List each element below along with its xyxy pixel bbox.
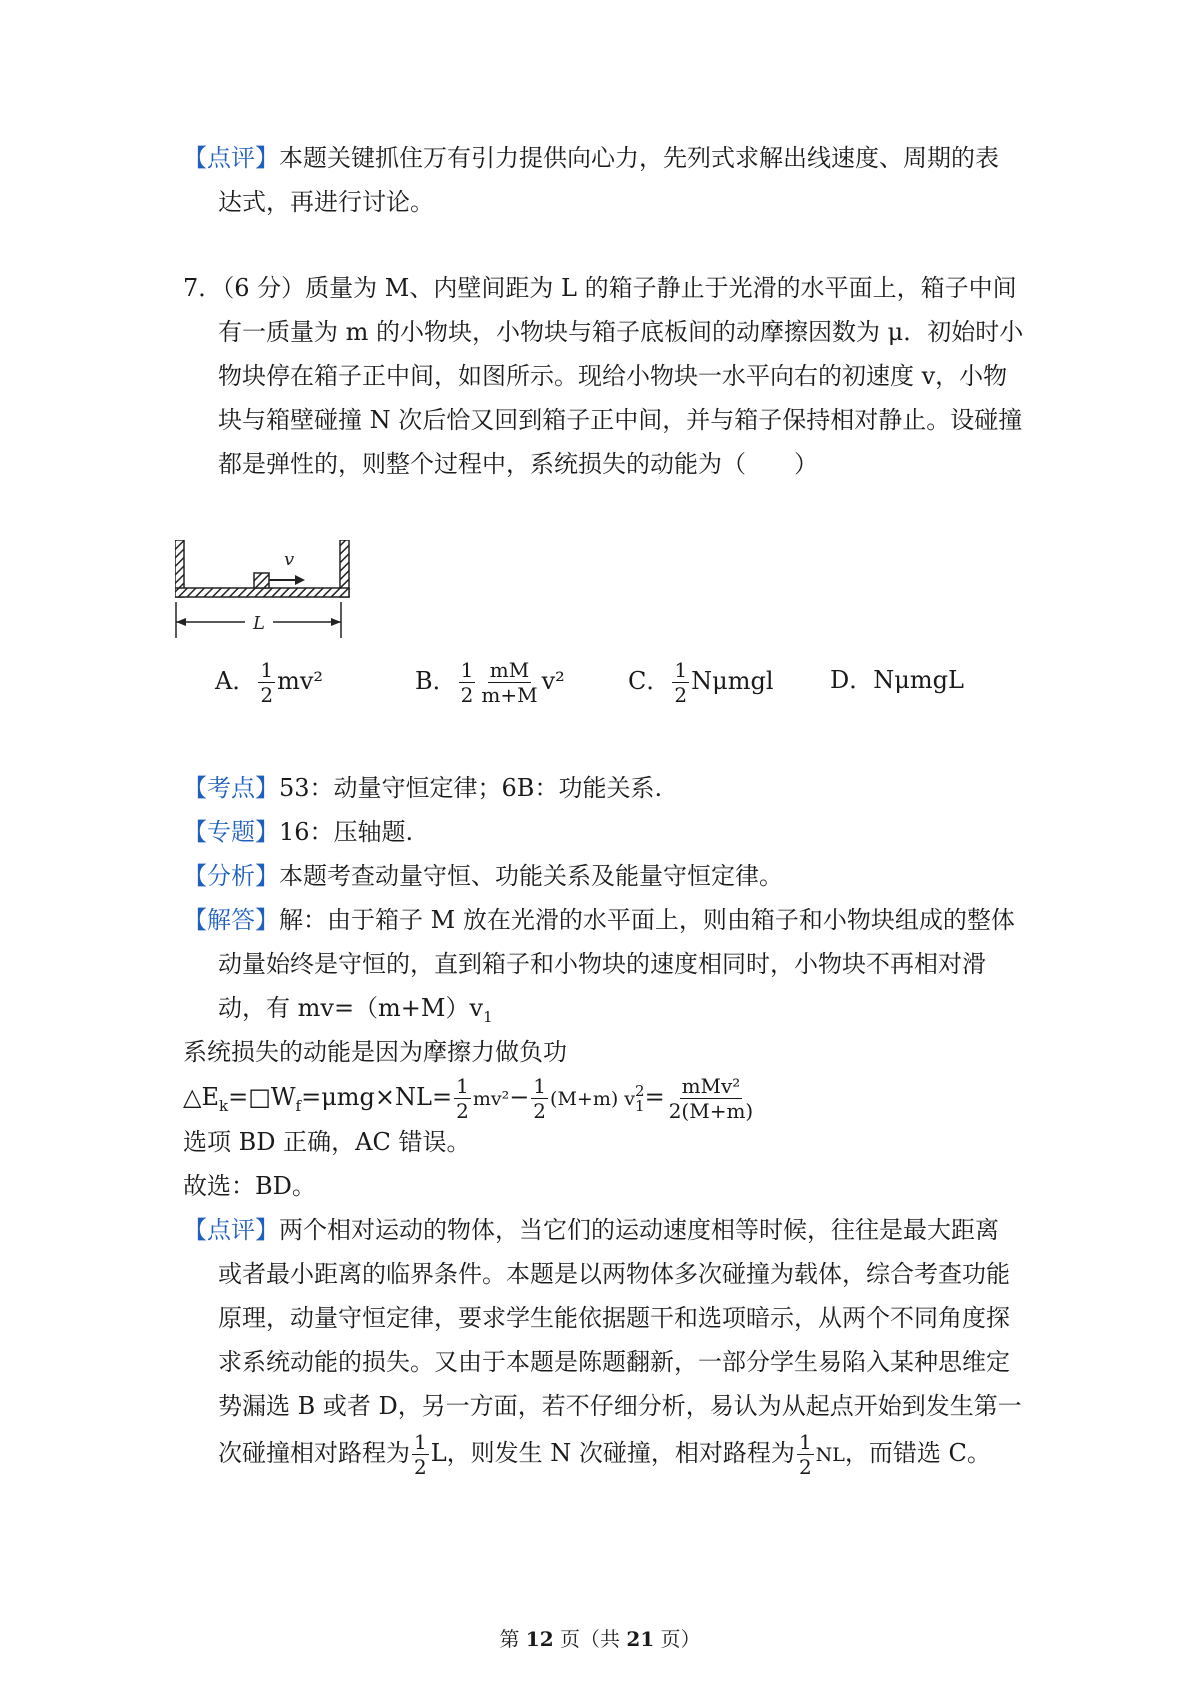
option-c-num: 1 xyxy=(674,658,688,682)
kaodian-text: 53：动量守恒定律；6B：功能关系. xyxy=(279,774,663,802)
small-block xyxy=(254,573,269,588)
review-line-3: 原理，动量守恒定律，要求学生能依据题干和选项暗示，从两个不同角度探 xyxy=(218,1304,1010,1332)
option-a-fraction xyxy=(258,660,275,705)
zhuanti-tag: 【专题】 xyxy=(183,818,279,846)
review-line-6 xyxy=(218,1428,991,1480)
eq-k-sub: k xyxy=(218,1096,229,1115)
length-label: L xyxy=(253,613,265,634)
review-tag: 【点评】 xyxy=(183,1216,279,1244)
fenxi-tag: 【分析】 xyxy=(183,862,279,890)
option-a-expr: mv² xyxy=(277,667,324,695)
option-d-expr: NμmgL xyxy=(873,666,964,694)
review-frac-2-den: 2 xyxy=(798,1455,812,1479)
fenxi-line xyxy=(183,860,783,892)
option-b-den2: m+M xyxy=(481,683,538,707)
option-d xyxy=(830,664,964,696)
option-b-num1: 1 xyxy=(460,658,474,682)
jieda-line-4: 系统损失的动能是因为摩擦力做负功 xyxy=(183,1038,567,1066)
fenxi-text: 本题考查动量守恒、功能关系及能量守恒定律。 xyxy=(279,862,783,890)
eq-work: =□W xyxy=(228,1083,296,1111)
eq-minus: − xyxy=(509,1083,530,1111)
question-line-3: 物块停在箱子正中间，如图所示。现给小物块一水平向右的初速度 v，小物 xyxy=(218,362,1008,390)
review-line-2: 或者最小距离的临界条件。本题是以两物体多次碰撞为载体，综合考查功能 xyxy=(218,1260,1010,1288)
jieda-line-2: 动量始终是守恒的，直到箱子和小物块的速度相同时，小物块不再相对滑 xyxy=(218,950,986,978)
review-frac-2 xyxy=(797,1432,814,1477)
option-d-label: D． xyxy=(830,666,874,694)
question-line-4: 块与箱壁碰撞 N 次后恰又回到箱子正中间，并与箱子保持相对静止。设碰撞 xyxy=(218,406,1023,434)
kaodian-line xyxy=(183,772,662,804)
jieda-tag: 【解答】 xyxy=(183,906,279,934)
eq-friction: =μmg×NL= xyxy=(301,1083,453,1111)
review-prev-line-1 xyxy=(183,142,999,174)
eq-frac-2-num: 1 xyxy=(533,1074,547,1098)
option-c-label: C． xyxy=(628,667,671,695)
dim-arrow-left xyxy=(176,618,186,626)
page-footer xyxy=(0,1623,1200,1652)
eq-frac-1-den: 2 xyxy=(456,1099,469,1123)
jieda-text-3: 动，有 mv=（m+M）v xyxy=(218,994,484,1022)
review-frac-2-num: 1 xyxy=(798,1430,812,1454)
footer-prefix: 第 xyxy=(499,1627,526,1651)
eq-f-sub: f xyxy=(295,1096,302,1115)
question-line-1: 7．（6 分）质量为 M、内壁间距为 L 的箱子静止于光滑的水平面上，箱子中间 xyxy=(183,274,1017,302)
option-c xyxy=(628,660,774,705)
zhuanti-text: 16：压轴题. xyxy=(279,818,414,846)
eq-v1-sub: 1 xyxy=(635,1096,645,1115)
eq-frac-1 xyxy=(454,1076,471,1121)
jieda-line-1 xyxy=(183,904,1015,936)
review-prev-text-1: 本题关键抓住万有引力提供向心力，先列式求解出线速度、周期的表 xyxy=(279,144,999,172)
box-floor xyxy=(175,588,349,597)
dim-arrow-right xyxy=(331,618,341,626)
review-frac-1-den: 2 xyxy=(414,1455,427,1479)
zhuanti-line xyxy=(183,816,413,848)
option-a-den: 2 xyxy=(260,683,274,707)
jieda-line-7: 故选：BD。 xyxy=(183,1172,316,1200)
review-text-6b: L，则发生 N 次碰撞，相对路程为 xyxy=(430,1439,795,1467)
jieda-line-3 xyxy=(218,992,493,1033)
review-text-6a: 次碰撞相对路程为 xyxy=(218,1439,410,1467)
footer-suffix: 页） xyxy=(654,1627,701,1651)
option-b-fraction-2 xyxy=(479,660,539,705)
eq-delta-e: △E xyxy=(183,1083,219,1111)
eq-frac-3-den: 2(M+m) xyxy=(668,1099,754,1123)
review-frac-1 xyxy=(412,1432,429,1477)
review-prev-tag: 【点评】 xyxy=(183,144,279,172)
eq-frac-3 xyxy=(667,1076,756,1121)
question-line-2: 有一质量为 m 的小物块，小物块与箱子底板间的动摩擦因数为 μ．初始时小 xyxy=(218,318,1024,346)
velocity-label: v xyxy=(284,549,295,570)
review-text-1: 两个相对运动的物体，当它们的运动速度相等时候，往往是最大距离 xyxy=(279,1216,999,1244)
jieda-v1-sub: 1 xyxy=(483,1007,493,1026)
eq-frac-3-num: mMv² xyxy=(681,1074,741,1098)
eq-frac-2 xyxy=(531,1076,548,1121)
option-b-fraction-1 xyxy=(459,660,476,705)
option-b-den1: 2 xyxy=(460,683,474,707)
eq-mass-sum: (M+m) v xyxy=(550,1088,636,1110)
option-c-den: 2 xyxy=(674,683,688,707)
jieda-text-1: 解：由于箱子 M 放在光滑的水平面上，则由箱子和小物块组成的整体 xyxy=(279,906,1015,934)
eq-frac-2-den: 2 xyxy=(533,1099,547,1123)
velocity-arrowhead xyxy=(295,575,305,585)
option-b xyxy=(415,660,565,705)
footer-total-pages: 21 xyxy=(626,1627,655,1651)
review-line-1 xyxy=(183,1214,999,1246)
eq-mv2: mv² xyxy=(472,1088,510,1110)
review-text-6c: NL xyxy=(815,1444,845,1466)
energy-equation xyxy=(183,1072,757,1131)
option-a xyxy=(215,660,323,705)
review-prev-line-2: 达式，再进行讨论。 xyxy=(218,188,434,216)
option-b-num2: mM xyxy=(489,658,530,682)
eq-v1-sup: 2 xyxy=(635,1081,645,1100)
review-line-5: 势漏选 B 或者 D，另一方面，若不仔细分析，易认为从起点开始到发生第一 xyxy=(218,1392,1022,1420)
question-line-5: 都是弹性的，则整个过程中，系统损失的动能为（ ） xyxy=(218,450,818,478)
option-c-expr: Nμmgl xyxy=(691,667,774,695)
eq-v1-scripts xyxy=(635,1081,645,1115)
review-frac-1-num: 1 xyxy=(414,1430,427,1454)
eq-frac-1-num: 1 xyxy=(456,1074,469,1098)
footer-page-number: 12 xyxy=(525,1627,554,1651)
eq-equals: = xyxy=(644,1083,665,1111)
option-b-label: B． xyxy=(415,667,457,695)
option-a-label: A． xyxy=(215,667,257,695)
jieda-line-6: 选项 BD 正确，AC 错误。 xyxy=(183,1128,471,1156)
box-figure xyxy=(175,540,375,644)
box-diagram xyxy=(175,540,375,640)
footer-middle: 页（共 xyxy=(553,1627,627,1651)
option-b-expr: v² xyxy=(541,667,565,695)
kaodian-tag: 【考点】 xyxy=(183,774,279,802)
option-c-fraction xyxy=(672,660,689,705)
review-line-4: 求系统动能的损失。又由于本题是陈题翻新，一部分学生易陷入某种思维定 xyxy=(218,1348,1010,1376)
review-text-6d: ，而错选 C。 xyxy=(844,1439,991,1467)
option-a-num: 1 xyxy=(260,658,274,682)
